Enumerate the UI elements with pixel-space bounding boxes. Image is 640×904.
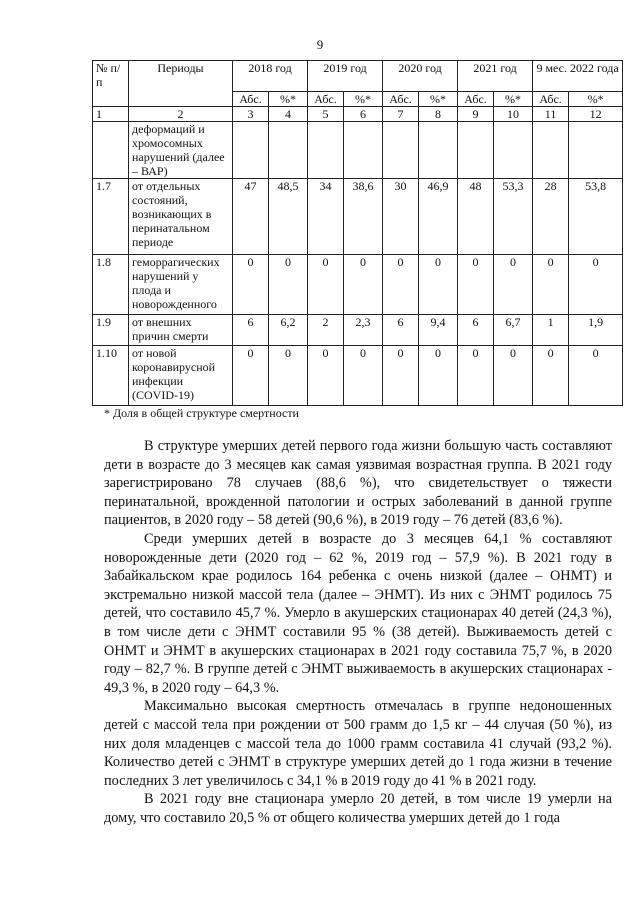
cell-value: 6,7 — [494, 315, 533, 346]
cell-value: 2,3 — [344, 315, 383, 346]
cell-value: 38,6 — [344, 179, 383, 255]
column-number: 3 — [233, 107, 269, 122]
cell-value: 0 — [494, 346, 533, 406]
cell-value: 0 — [383, 346, 419, 406]
cell-value: 0 — [383, 255, 419, 315]
cell-value: 0 — [533, 346, 569, 406]
cell-value: 0 — [419, 346, 458, 406]
col-header-year: 2018 год — [233, 61, 308, 92]
paragraph: Среди умерших детей в возрасте до 3 месяцев 64,1 % составляют новорожденные дети (2020 год – 62 %, 2019 год – 57,9 %). В 2021 году в Забайкальском крае родилось 164 ребенка с очень низкой (далее – ОНМТ) и экстремально низкой массой тела (далее – ЭНМТ). Из них с ЭНМТ родилось 75 детей, что составило 45,7 %. Умерло в акушерских стационарах 40 детей (24,3 %), в том числе дети с ЭНМТ составили 95 % (38 детей). Выживаемость детей с ОНМТ и ЭНМТ в акушерских стационарах в 2021 году составила 75,7 %, в 2020 году – 82,7 %. В группе детей с ЭНМТ выживаемость в акушерских стационарах - 49,3 %, в 2020 году – 64,3 %. — [104, 530, 612, 696]
col-header-year: 2019 год — [308, 61, 383, 92]
col-header-abs: Абс. — [458, 92, 494, 107]
cell-value: 0 — [269, 346, 308, 406]
cell-value: 0 — [308, 255, 344, 315]
cell-value: 0 — [419, 255, 458, 315]
row-number — [93, 122, 129, 179]
paragraph: Максимально высокая смертность отмечалась в группе недоношенных детей с массой тела при рождении от 500 грамм до 1,5 кг – 44 случая (50 %), из них доля младенцев с массой тела до 1000 грамм составила 41 случай (93,2 %). Количество детей с ЭНМТ в структуре умерших детей до 1 года жизни в течение последних 3 лет увеличилось с 34,1 % в 2019 году до 41 % в 2021 году. — [104, 698, 612, 789]
cell-value: 0 — [494, 255, 533, 315]
cell-value: 1,9 — [569, 315, 623, 346]
table-row — [93, 122, 623, 179]
col-header-number: № п/п — [93, 61, 129, 107]
col-header-periods: Периоды — [129, 61, 233, 107]
cell-value: 0 — [344, 346, 383, 406]
col-header-year: 2021 год — [458, 61, 533, 92]
cell-value — [494, 122, 533, 179]
cell-value: 6,2 — [269, 315, 308, 346]
column-number: 10 — [494, 107, 533, 122]
cell-value: 1 — [533, 315, 569, 346]
cell-value: 0 — [569, 346, 623, 406]
table-header-row — [93, 61, 623, 92]
column-number: 12 — [569, 107, 623, 122]
col-header-pct: %* — [269, 92, 308, 107]
cell-value: 0 — [308, 346, 344, 406]
column-number: 8 — [419, 107, 458, 122]
row-label: деформаций и хромосомных нарушений (далее – ВАР) — [129, 122, 233, 179]
row-number: 1.7 — [93, 179, 129, 255]
row-label: от внешних причин смерти — [129, 315, 233, 346]
row-label: геморрагических нарушений у плода и новорожденного — [129, 255, 233, 315]
cell-value: 9,4 — [419, 315, 458, 346]
cell-value: 47 — [233, 179, 269, 255]
column-number: 7 — [383, 107, 419, 122]
col-header-pct: %* — [419, 92, 458, 107]
row-label: от отдельных состояний, возникающих в перинатальном периоде — [129, 179, 233, 255]
cell-value: 0 — [533, 255, 569, 315]
cell-value: 0 — [569, 255, 623, 315]
table-row — [93, 179, 623, 255]
column-number-row — [93, 107, 623, 122]
col-header-year: 2020 год — [383, 61, 458, 92]
cell-value: 6 — [458, 315, 494, 346]
cell-value — [569, 122, 623, 179]
cell-value: 48 — [458, 179, 494, 255]
cell-value — [533, 122, 569, 179]
table-footnote: * Доля в общей структуре смертности — [104, 406, 299, 420]
cell-value — [308, 122, 344, 179]
col-header-year: 9 мес. 2022 года — [533, 61, 623, 92]
cell-value — [344, 122, 383, 179]
cell-value: 46,9 — [419, 179, 458, 255]
col-header-abs: Абс. — [383, 92, 419, 107]
page-number: 9 — [316, 37, 324, 52]
cell-value: 0 — [269, 255, 308, 315]
column-number: 5 — [308, 107, 344, 122]
cell-value: 0 — [344, 255, 383, 315]
column-number: 9 — [458, 107, 494, 122]
cell-value: 30 — [383, 179, 419, 255]
column-number: 6 — [344, 107, 383, 122]
col-header-pct: %* — [344, 92, 383, 107]
cell-value: 48,5 — [269, 179, 308, 255]
cell-value: 2 — [308, 315, 344, 346]
cell-value — [458, 122, 494, 179]
body-text — [104, 437, 612, 827]
row-number: 1.8 — [93, 255, 129, 315]
row-number: 1.10 — [93, 346, 129, 406]
col-header-pct: %* — [569, 92, 623, 107]
cell-value: 0 — [233, 346, 269, 406]
cell-value: 34 — [308, 179, 344, 255]
cell-value: 0 — [458, 255, 494, 315]
table-row — [93, 346, 623, 406]
cell-value — [419, 122, 458, 179]
paragraph: В 2021 году вне стационара умерло 20 детей, в том числе 19 умерли на дому, что составило 20,5 % от общего количества умерших детей до 1 года — [104, 791, 612, 826]
paragraph: В структуре умерших детей первого года жизни большую часть составляют дети в возрасте до 3 месяцев как самая уязвимая возрастная группа. В 2021 году зарегистрировано 78 случаев (88,6 %), что свидетельствует о тяжести перинатальной, врожденной патологии и острых заболеваний в данной группе пациентов, в 2020 году – 58 детей (90,6 %), в 2019 году – 76 детей (83,6 %). — [104, 438, 612, 529]
column-number: 1 — [93, 107, 129, 122]
row-number: 1.9 — [93, 315, 129, 346]
cell-value: 6 — [383, 315, 419, 346]
cell-value — [383, 122, 419, 179]
mortality-table — [92, 60, 623, 406]
column-number: 11 — [533, 107, 569, 122]
column-number: 2 — [129, 107, 233, 122]
cell-value: 6 — [233, 315, 269, 346]
cell-value: 0 — [458, 346, 494, 406]
cell-value — [233, 122, 269, 179]
col-header-abs: Абс. — [308, 92, 344, 107]
cell-value: 53,3 — [494, 179, 533, 255]
row-label: от новой коронавирусной инфекции (COVID-19) — [129, 346, 233, 406]
cell-value: 53,8 — [569, 179, 623, 255]
cell-value — [269, 122, 308, 179]
cell-value: 28 — [533, 179, 569, 255]
col-header-abs: Абс. — [533, 92, 569, 107]
table-row — [93, 315, 623, 346]
col-header-pct: %* — [494, 92, 533, 107]
column-number: 4 — [269, 107, 308, 122]
table-row — [93, 255, 623, 315]
col-header-abs: Абс. — [233, 92, 269, 107]
cell-value: 0 — [233, 255, 269, 315]
